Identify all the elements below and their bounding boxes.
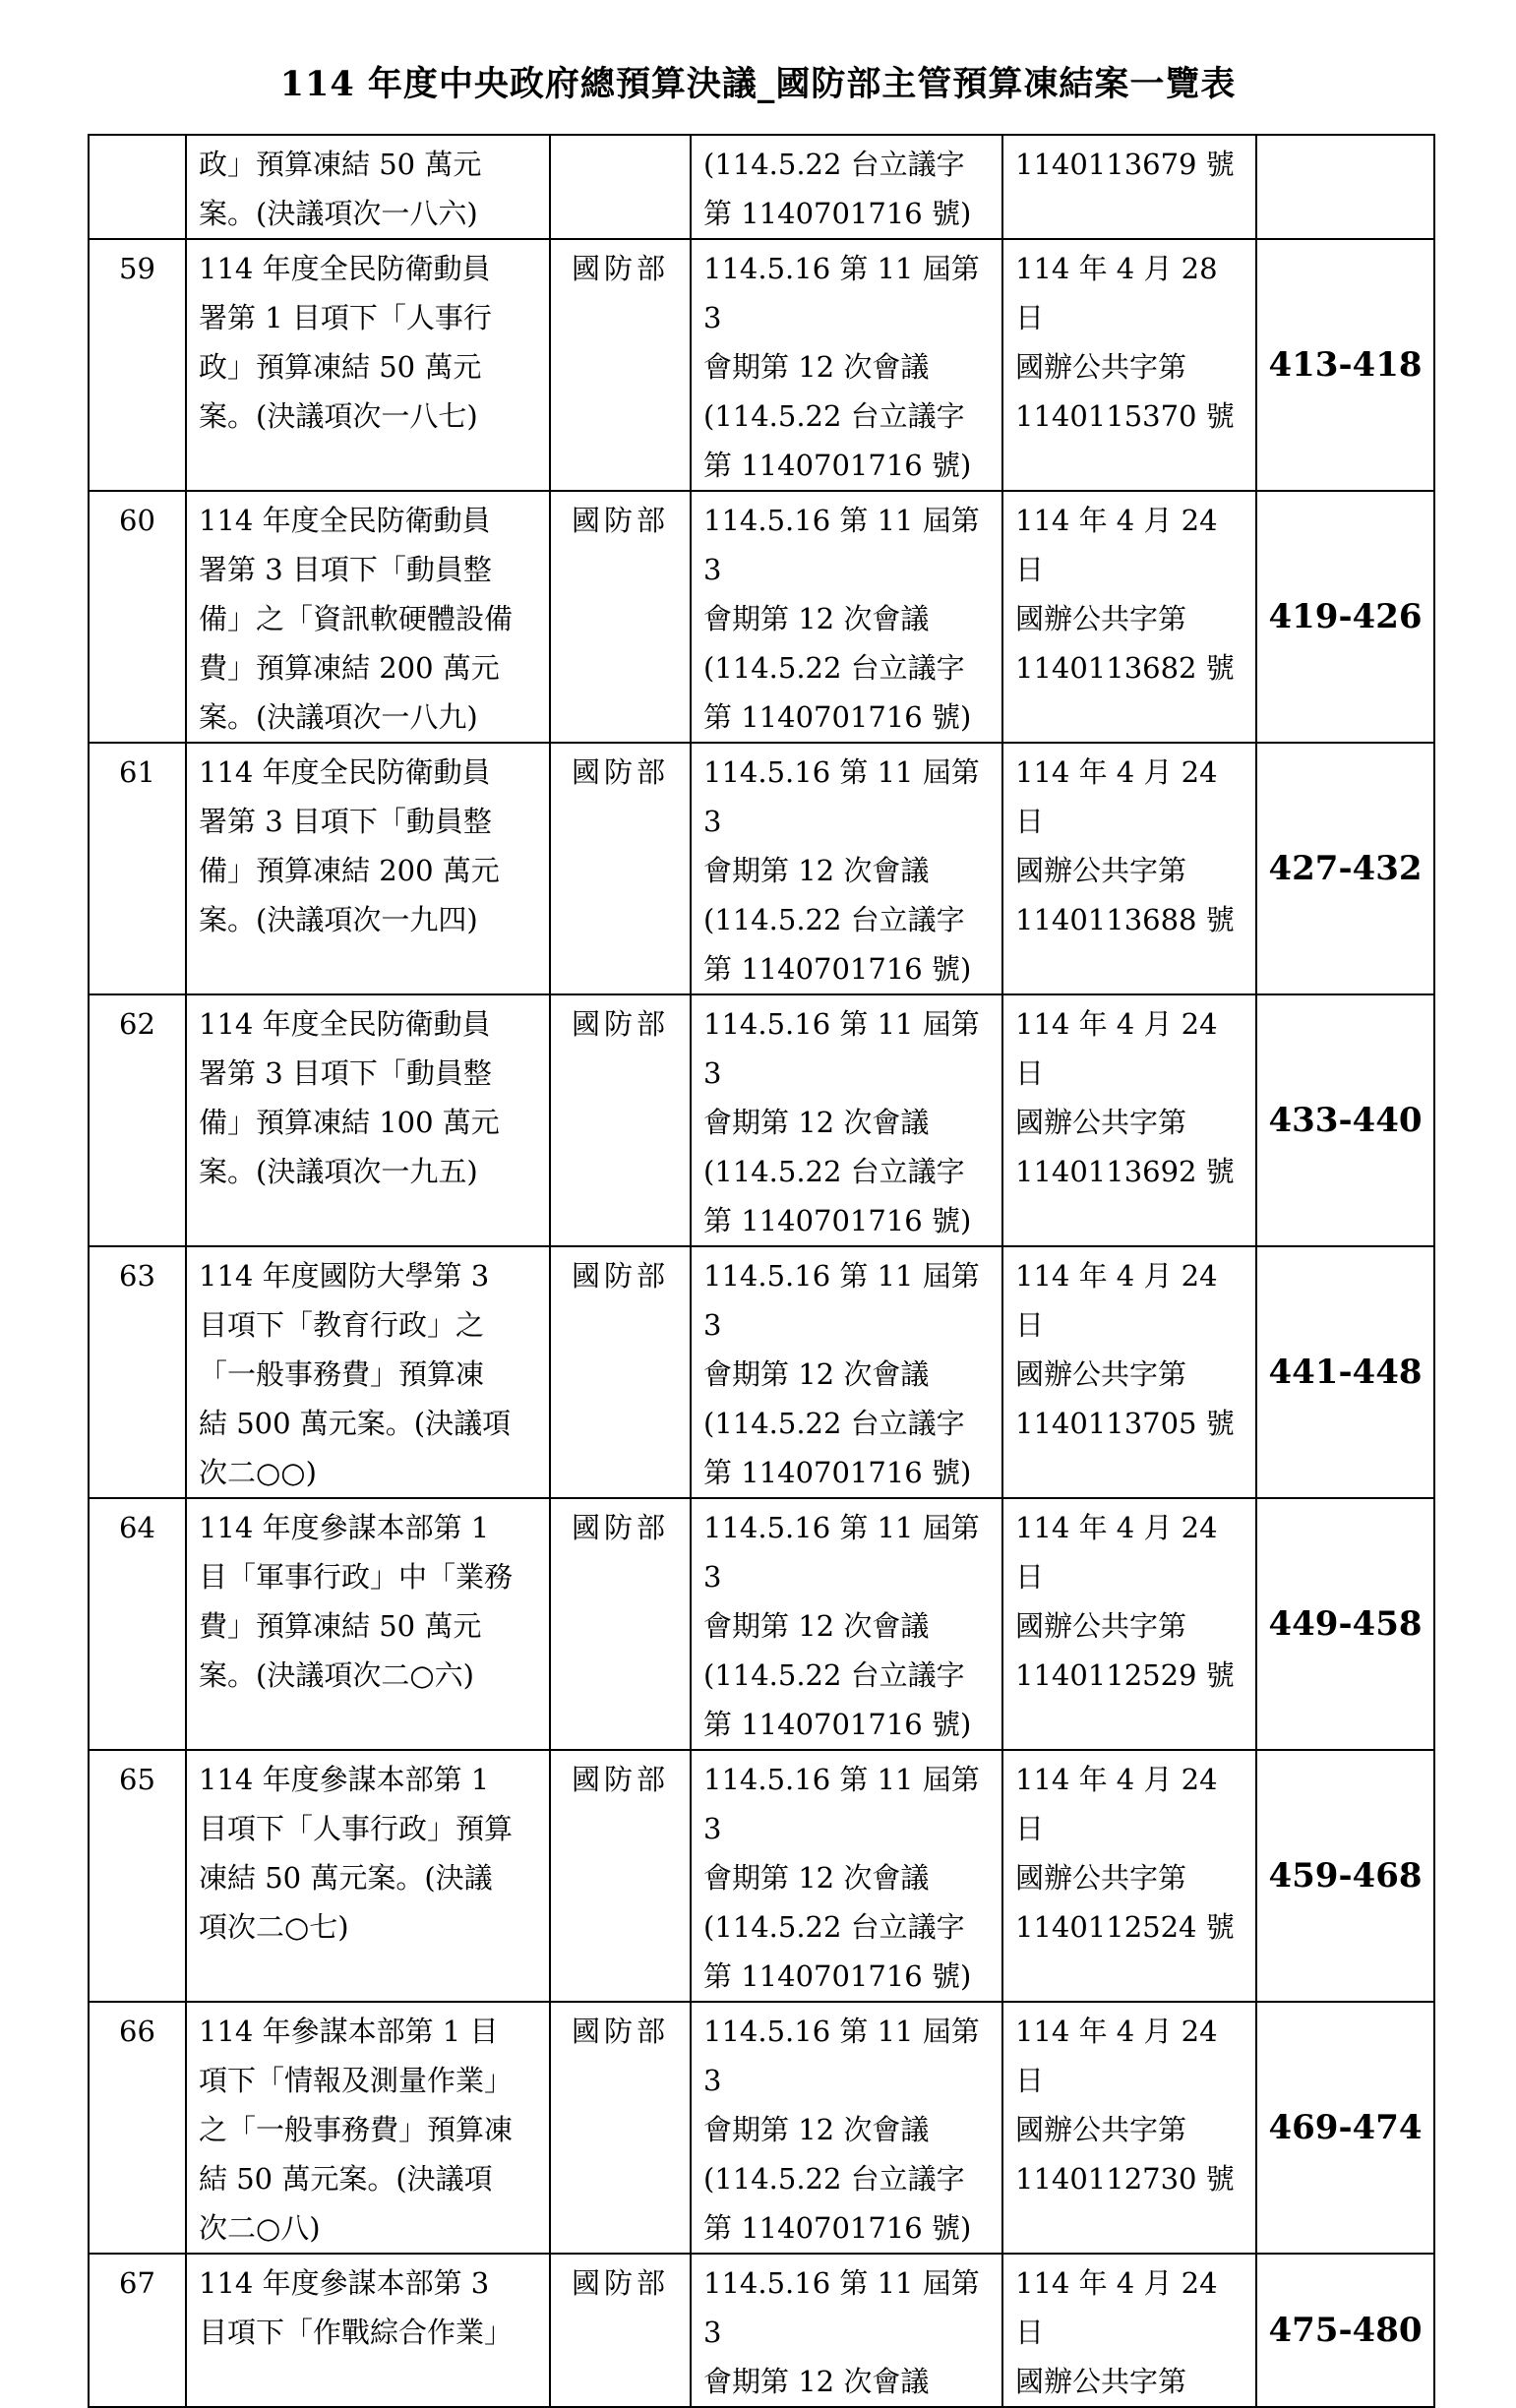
- page-range: 441-448: [1268, 1353, 1423, 1392]
- document-cell: [1002, 1498, 1256, 1750]
- document-number: 114 年 4 月 24 日 國辦公共字第 1140113682 號: [1015, 504, 1235, 685]
- case-content-cell: [186, 2002, 550, 2254]
- pages-cell: [1256, 994, 1434, 1246]
- pages-cell: [1256, 2254, 1434, 2407]
- row-number: 66: [119, 2015, 155, 2048]
- row-number: 59: [119, 252, 155, 285]
- document-cell: [1002, 743, 1256, 994]
- organization: [551, 136, 690, 140]
- document-cell: [1002, 1246, 1256, 1498]
- case-content-cell: [186, 1246, 550, 1498]
- organization-cell: [550, 239, 691, 491]
- meeting-info: 114.5.16 第 11 屆第 3 會期第 12 次會議 (114.5.22 台立議字 第 1140701716 號): [703, 1763, 980, 1993]
- case-content-cell: [186, 1498, 550, 1750]
- meeting-info: 114.5.16 第 11 屆第 3 會期第 12 次會議 (114.5.22 台立議字 第 1140701716 號): [703, 504, 980, 734]
- pages-cell: [1256, 2002, 1434, 2254]
- case-content: 114 年度國防大學第 3 目項下「教育行政」之 「一般事務費」預算凍 結 500 萬元案。(決議項 次二○○): [199, 1259, 512, 1489]
- organization-cell: [550, 743, 691, 994]
- document-number: 114 年 4 月 28 日 國辦公共字第 1140115370 號: [1015, 252, 1235, 433]
- page-range: 413-418: [1268, 345, 1423, 385]
- table-row: [89, 239, 1434, 491]
- case-content: 政」預算凍結 50 萬元 案。(決議項次一八六): [199, 148, 482, 230]
- document-number: 114 年 4 月 24 日 國辦公共字第 1140113692 號: [1015, 1007, 1235, 1188]
- organization: 國防部: [571, 252, 669, 285]
- page-range: 469-474: [1268, 2108, 1423, 2147]
- organization-cell: [550, 2002, 691, 2254]
- case-content-cell: [186, 135, 550, 239]
- row-number: 67: [119, 2266, 155, 2300]
- organization-cell: [550, 994, 691, 1246]
- organization: 國防部: [571, 2015, 669, 2048]
- document-number: 114 年 4 月 24 日 國辦公共字第 1140113688 號: [1015, 755, 1235, 936]
- page-title: 114 年度中央政府總預算決議_國防部主管預算凍結案一覽表: [279, 64, 1237, 104]
- pages-cell: [1256, 1750, 1434, 2002]
- page-range: 433-440: [1268, 1101, 1423, 1140]
- row-number-cell: [89, 1750, 186, 2002]
- organization: 國防部: [571, 1511, 669, 1544]
- case-content: 114 年度全民防衛動員 署第 3 目項下「動員整 備」預算凍結 100 萬元 案。(決議項次一九五): [199, 1007, 500, 1188]
- meeting-cell: [691, 239, 1002, 491]
- case-content-cell: [186, 2254, 550, 2407]
- pages-cell: [1256, 491, 1434, 743]
- meeting-info: 114.5.16 第 11 屆第 3 會期第 12 次會議 (114.5.22 台立議字 第 1140701716 號): [703, 2015, 980, 2245]
- document-cell: [1002, 994, 1256, 1246]
- organization: 國防部: [571, 2266, 669, 2300]
- row-number-cell: [89, 239, 186, 491]
- document-cell: [1002, 2254, 1256, 2407]
- page-range: 475-480: [1268, 2311, 1423, 2350]
- case-content-cell: [186, 994, 550, 1246]
- row-number: 64: [119, 1511, 155, 1544]
- pages-cell: [1256, 135, 1434, 239]
- page-range: 419-426: [1268, 597, 1423, 636]
- row-number-cell: [89, 994, 186, 1246]
- case-content: 114 年度參謀本部第 3 目項下「作戰綜合作業」: [199, 2266, 514, 2349]
- table-row: [89, 743, 1434, 994]
- organization-cell: [550, 135, 691, 239]
- meeting-info: 114.5.16 第 11 屆第 3 會期第 12 次會議 (114.5.22 台立議字 第 1140701716 號): [703, 1511, 980, 1741]
- organization: 國防部: [571, 504, 669, 537]
- pages-cell: [1256, 1246, 1434, 1498]
- meeting-cell: [691, 1246, 1002, 1498]
- meeting-cell: [691, 1750, 1002, 2002]
- table-row: [89, 994, 1434, 1246]
- meeting-cell: [691, 743, 1002, 994]
- row-number-cell: [89, 1246, 186, 1498]
- organization: 國防部: [571, 1763, 669, 1796]
- table-row: [89, 1498, 1434, 1750]
- document-number: 114 年 4 月 24 日 國辦公共字第 1140112730 號: [1015, 2015, 1235, 2196]
- case-content: 114 年度參謀本部第 1 目項下「人事行政」預算 凍結 50 萬元案。(決議 項次二○七): [199, 1763, 514, 1944]
- organization-cell: [550, 1246, 691, 1498]
- document-number: 114 年 4 月 24 日 國辦公共字第 1140112529 號: [1015, 1511, 1235, 1692]
- pages-cell: [1256, 239, 1434, 491]
- meeting-cell: [691, 135, 1002, 239]
- meeting-cell: [691, 994, 1002, 1246]
- case-content: 114 年度參謀本部第 1 目「軍事行政」中「業務 費」預算凍結 50 萬元 案。(決議項次二○六): [199, 1511, 514, 1692]
- row-number-cell: [89, 2002, 186, 2254]
- meeting-cell: [691, 2002, 1002, 2254]
- meeting-info: 114.5.16 第 11 屆第 3 會期第 12 次會議 (114.5.22 台立議字 第 1140701716 號): [703, 252, 980, 482]
- document-cell: [1002, 2002, 1256, 2254]
- meeting-info: 114.5.16 第 11 屆第 3 會期第 12 次會議: [703, 2266, 980, 2398]
- organization-cell: [550, 1750, 691, 2002]
- meeting-cell: [691, 491, 1002, 743]
- meeting-cell: [691, 2254, 1002, 2407]
- row-number-cell: [89, 2254, 186, 2407]
- row-number-cell: [89, 1498, 186, 1750]
- row-number: 60: [119, 504, 155, 537]
- table-row: [89, 135, 1434, 239]
- document-cell: [1002, 239, 1256, 491]
- document-number: 114 年 4 月 24 日 國辦公共字第 1140112524 號: [1015, 1763, 1235, 1944]
- case-content: 114 年度全民防衛動員 署第 3 目項下「動員整 備」之「資訊軟硬體設備 費」預算凍結 200 萬元 案。(決議項次一八九): [199, 504, 514, 734]
- freeze-case-table: [88, 134, 1435, 2408]
- meeting-info: 114.5.16 第 11 屆第 3 會期第 12 次會議 (114.5.22 台立議字 第 1140701716 號): [703, 1259, 980, 1489]
- document-number: 114 年 4 月 24 日 國辦公共字第 1140113705 號: [1015, 1259, 1235, 1440]
- meeting-info: 114.5.16 第 11 屆第 3 會期第 12 次會議 (114.5.22 台立議字 第 1140701716 號): [703, 1007, 980, 1237]
- organization: 國防部: [571, 1259, 669, 1293]
- meeting-info: (114.5.22 台立議字 第 1140701716 號): [703, 148, 972, 230]
- row-number-cell: [89, 135, 186, 239]
- meeting-cell: [691, 1498, 1002, 1750]
- row-number: 62: [119, 1007, 155, 1041]
- row-number: 65: [119, 1763, 155, 1796]
- organization-cell: [550, 491, 691, 743]
- case-content-cell: [186, 491, 550, 743]
- case-content: 114 年度全民防衛動員 署第 3 目項下「動員整 備」預算凍結 200 萬元 案。(決議項次一九四): [199, 755, 500, 936]
- case-content-cell: [186, 1750, 550, 2002]
- document-cell: [1002, 135, 1256, 239]
- document-cell: [1002, 1750, 1256, 2002]
- pages-cell: [1256, 743, 1434, 994]
- row-number: 61: [119, 755, 155, 789]
- row-number: [90, 136, 185, 140]
- table-row: [89, 2254, 1434, 2407]
- pages-cell: [1256, 1498, 1434, 1750]
- document-number: 114 年 4 月 24 日 國辦公共字第: [1015, 2266, 1218, 2398]
- row-number-cell: [89, 491, 186, 743]
- organization-cell: [550, 1498, 691, 1750]
- row-number-cell: [89, 743, 186, 994]
- case-content: 114 年度全民防衛動員 署第 1 目項下「人事行 政」預算凍結 50 萬元 案。(決議項次一八七): [199, 252, 492, 433]
- document-number: 1140113679 號: [1015, 148, 1235, 181]
- organization: 國防部: [571, 755, 669, 789]
- case-content: 114 年參謀本部第 1 目 項下「情報及測量作業」 之「一般事務費」預算凍 結 50 萬元案。(決議項 次二○八): [199, 2015, 514, 2245]
- organization: 國防部: [571, 1007, 669, 1041]
- organization-cell: [550, 2254, 691, 2407]
- meeting-info: 114.5.16 第 11 屆第 3 會期第 12 次會議 (114.5.22 台立議字 第 1140701716 號): [703, 755, 980, 986]
- table-row: [89, 1750, 1434, 2002]
- table-row: [89, 491, 1434, 743]
- table-row: [89, 1246, 1434, 1498]
- page-range: 459-468: [1268, 1856, 1423, 1896]
- row-number: 63: [119, 1259, 155, 1293]
- table-row: [89, 2002, 1434, 2254]
- document-cell: [1002, 491, 1256, 743]
- page-range: 427-432: [1268, 849, 1423, 888]
- page-range: 449-458: [1268, 1604, 1423, 1644]
- case-content-cell: [186, 239, 550, 491]
- case-content-cell: [186, 743, 550, 994]
